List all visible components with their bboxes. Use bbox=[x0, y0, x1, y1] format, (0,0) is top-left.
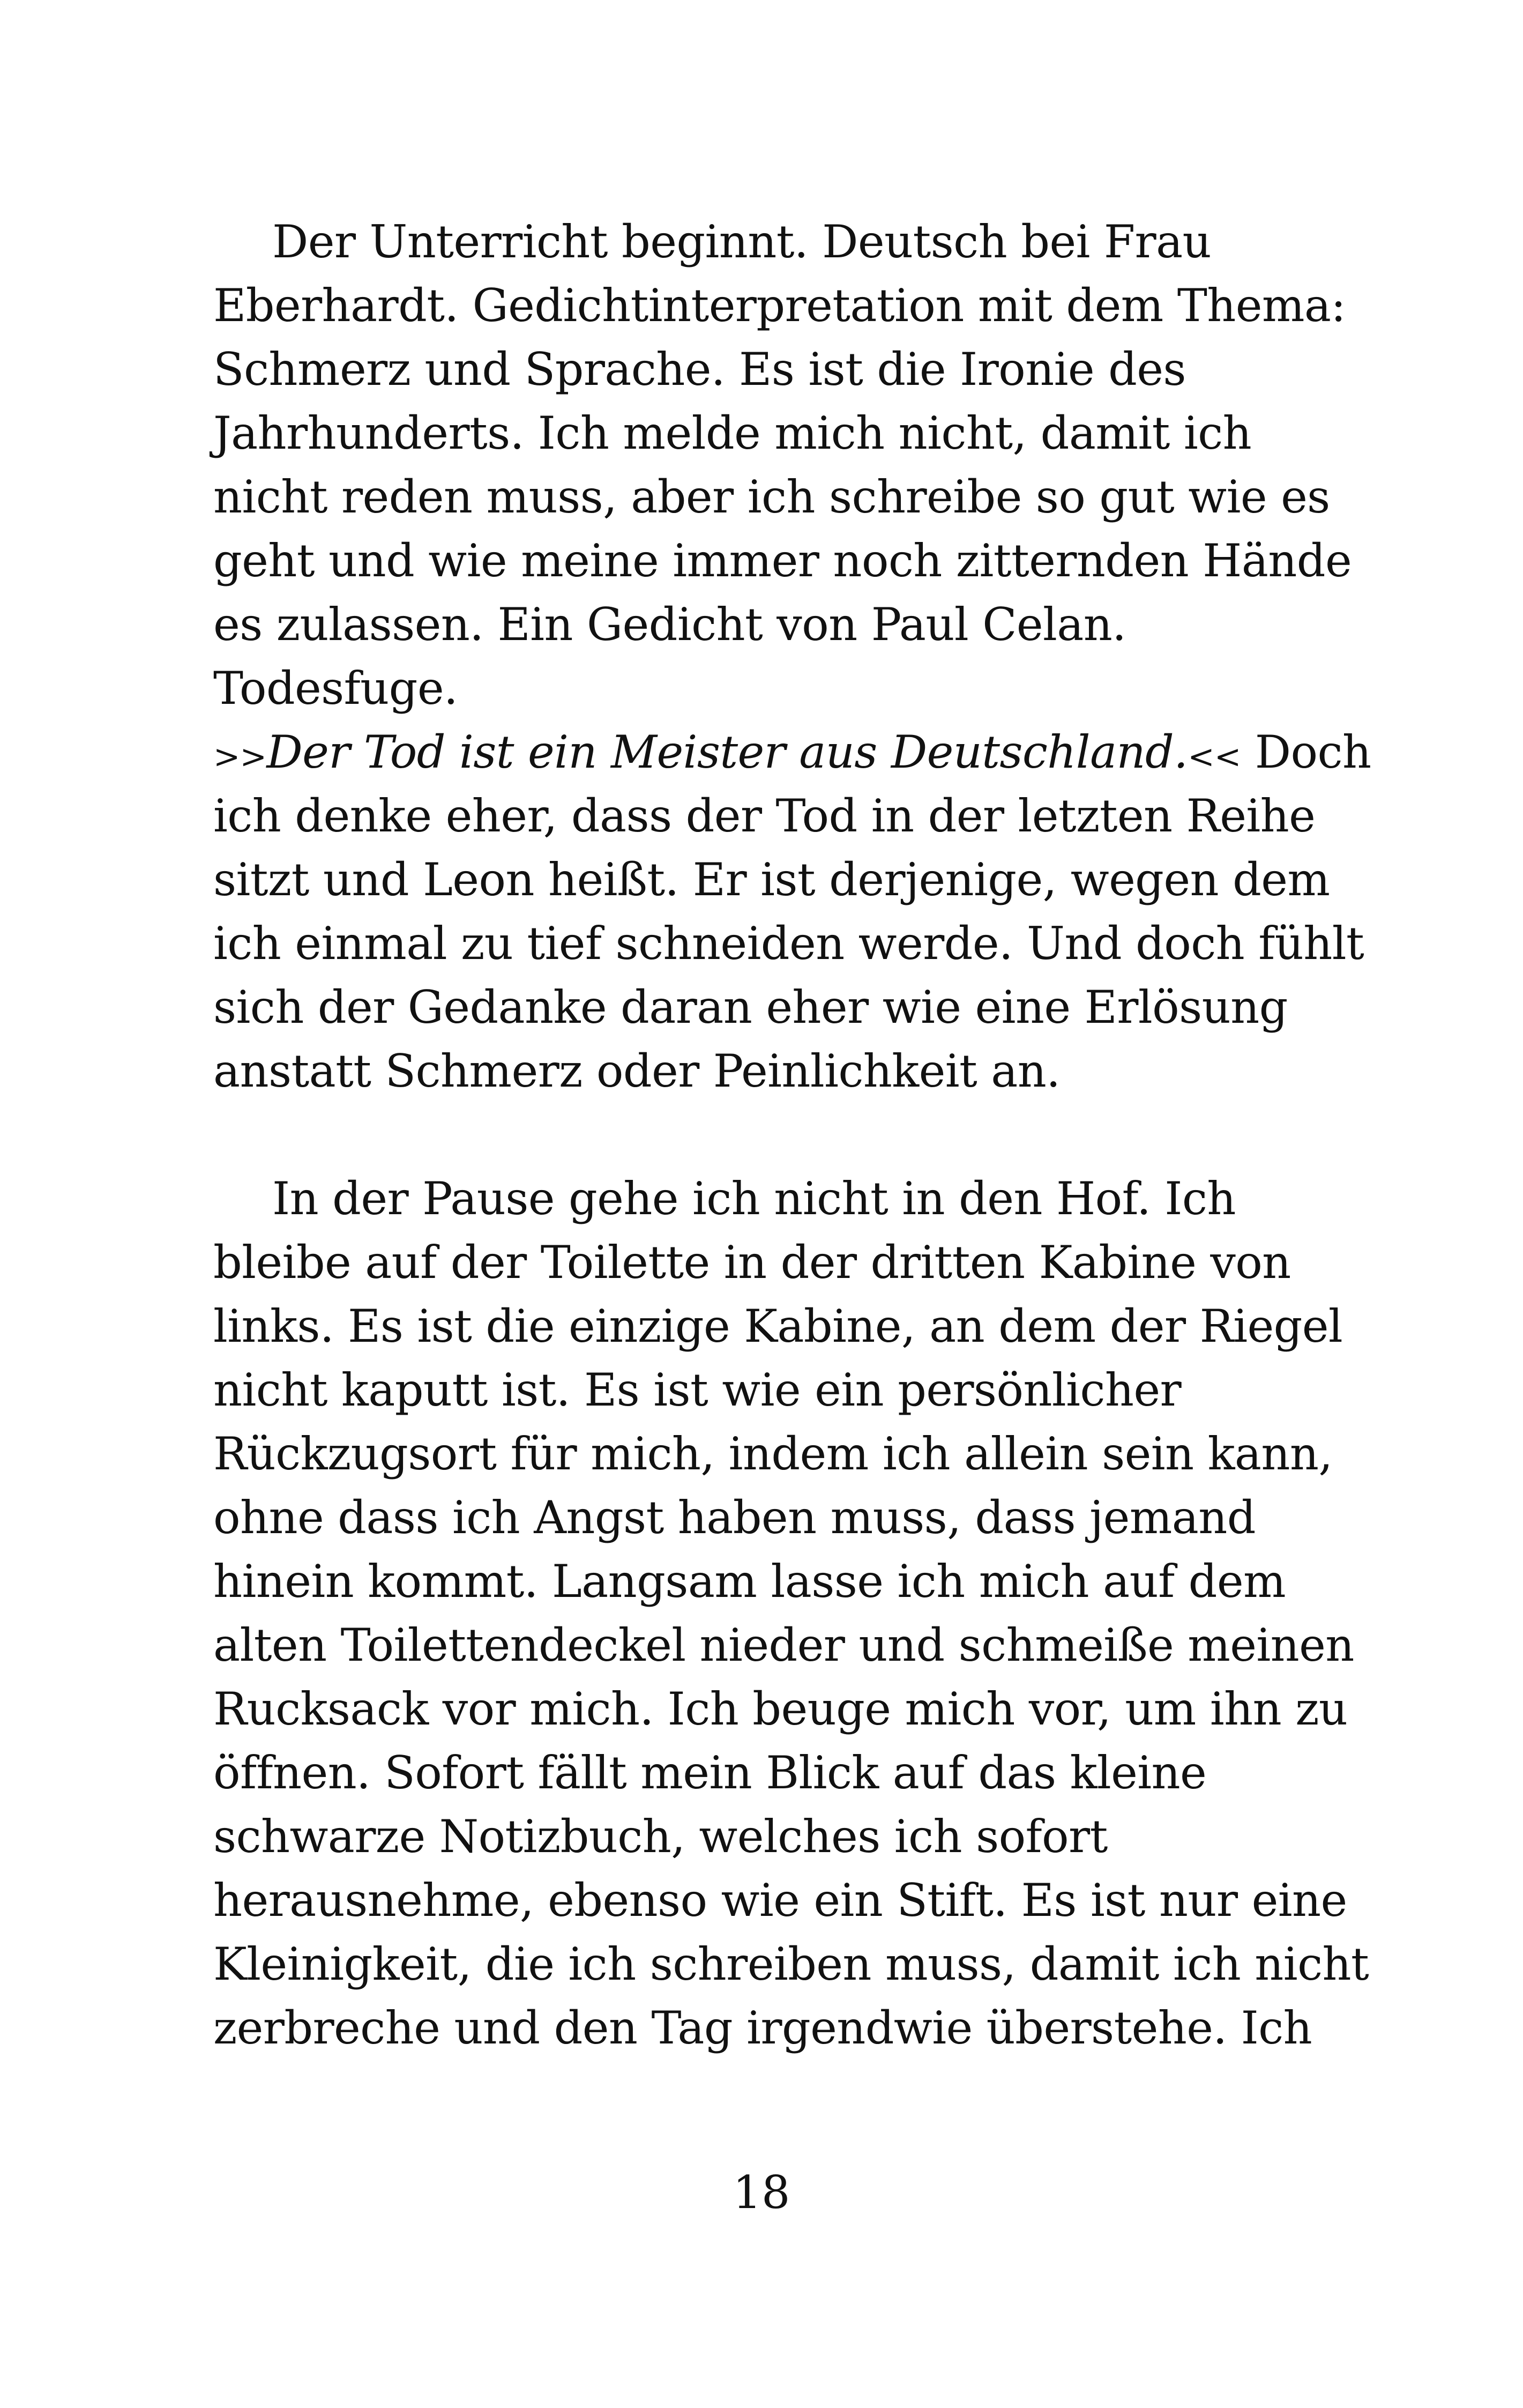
text-line: nicht reden muss, aber ich schreibe so gut wie es bbox=[213, 471, 1330, 523]
text-line: geht und wie meine immer noch zitternden Hände bbox=[213, 534, 1352, 587]
text-line: hinein kommt. Langsam lasse ich mich auf dem bbox=[213, 1555, 1286, 1608]
text-line: ich denke eher, dass der Tod in der letzten Reihe bbox=[213, 790, 1316, 842]
text-line: In der Pause gehe ich nicht in den Hof. Ich bbox=[272, 1172, 1236, 1225]
text-line: ich einmal zu tief schneiden werde. Und doch fühlt bbox=[213, 917, 1364, 970]
text-line: Rückzugsort für mich, indem ich allein sein kann, bbox=[213, 1428, 1333, 1480]
quote-open-marks: >> bbox=[213, 738, 267, 776]
text-line: es zulassen. Ein Gedicht von Paul Celan. bbox=[213, 598, 1126, 651]
text-line: ohne dass ich Angst haben muss, dass jemand bbox=[213, 1491, 1256, 1544]
text-line: sich der Gedanke daran eher wie eine Erlösung bbox=[213, 981, 1288, 1034]
text-line: Schmerz und Sprache. Es ist die Ironie des bbox=[213, 343, 1186, 396]
text-line: Todesfuge. bbox=[213, 662, 458, 715]
quote-line bbox=[213, 720, 1371, 784]
quote-close-marks: << bbox=[1188, 738, 1241, 776]
text-line: links. Es ist die einzige Kabine, an dem der Riegel bbox=[213, 1300, 1343, 1352]
text-line: Eberhardt. Gedichtinterpretation mit dem Thema: bbox=[213, 279, 1346, 332]
text-line: Der Unterricht beginnt. Deutsch bei Frau bbox=[272, 215, 1212, 268]
text-line: Jahrhunderts. Ich melde mich nicht, damit ich bbox=[213, 407, 1252, 459]
quote-text: Der Tod ist ein Meister aus Deutschland. bbox=[266, 726, 1188, 778]
text-line: anstatt Schmerz oder Peinlichkeit an. bbox=[213, 1045, 1061, 1097]
body-text bbox=[213, 210, 1371, 2060]
page-number: 18 bbox=[733, 2166, 790, 2219]
text-line: sitzt und Leon heißt. Er ist derjenige, wegen dem bbox=[213, 853, 1330, 906]
text-line: Rucksack vor mich. Ich beuge mich vor, um ihn zu bbox=[213, 1683, 1348, 1735]
text-line: nicht kaputt ist. Es ist wie ein persönlicher bbox=[213, 1364, 1182, 1416]
text-line: herausnehme, ebenso wie ein Stift. Es ist nur eine bbox=[213, 1874, 1347, 1927]
text-line: alten Toilettendeckel nieder und schmeiße meinen bbox=[213, 1619, 1354, 1671]
text-line: zerbreche und den Tag irgendwie überstehe. Ich bbox=[213, 2002, 1312, 2054]
text-line: bleibe auf der Toilette in der dritten Kabine von bbox=[213, 1236, 1291, 1289]
paragraph-gap bbox=[213, 1103, 1328, 1167]
text-line: öffnen. Sofort fällt mein Blick auf das kleine bbox=[213, 1746, 1207, 1799]
text-line: Kleinigkeit, die ich schreiben muss, damit ich nicht bbox=[213, 1938, 1369, 1990]
text-line: schwarze Notizbuch, welches ich sofort bbox=[213, 1810, 1108, 1863]
quote-trailing-text: Doch bbox=[1241, 726, 1371, 778]
